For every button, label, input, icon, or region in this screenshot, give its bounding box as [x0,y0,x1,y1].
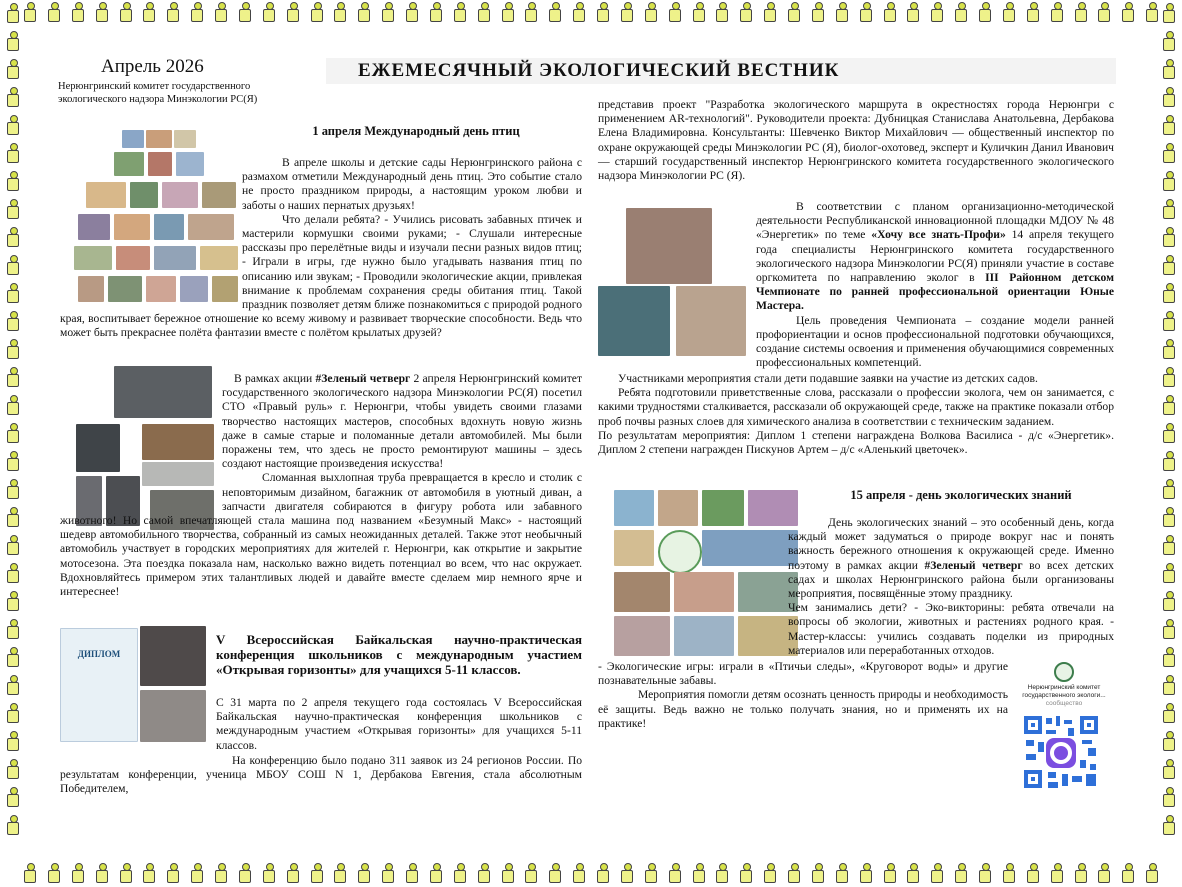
border-figure-icon [1119,863,1137,885]
border-figure-icon [809,863,827,885]
qr-code-icon[interactable] [1022,714,1100,790]
border-figure-icon [857,863,875,885]
border-figure-icon [1160,59,1178,81]
border-figure-icon [188,2,206,24]
border-figure-icon [690,2,708,24]
border-figure-icon [1160,255,1178,277]
border-figure-icon [1119,2,1137,24]
border-figure-icon [212,2,230,24]
border-figure-icon [928,2,946,24]
border-figure-icon [1000,2,1018,24]
conference-text-right: представив проект "Разработка экологического маршрута в окрестностях города Нерюнгри с применением AR-технологий". Руководители проекта: Дубницкая Станислава Анатольевна, Дербакова Елена Владимировна. Консультанты: Шевченко Виктор Михайлович — общественный инспектор по охране окружающей среды Минэкологии РС (Я), биолог-охотовед, эксперт и Куличкин Данил Иванович — старший государственный инспектор Нерюнгринского комитета государственного экологического надзора Минэкологии РС (Я). [598,98,1114,183]
border-figure-icon [4,703,22,725]
border-figure-icon [952,863,970,885]
border-figure-icon [499,2,517,24]
border-figure-icon [284,2,302,24]
green-thursday-text: В рамках акции #Зеленый четверг 2 апреля Нерюнгринский комитет государственного экологического надзора Минэкологии РС(Я) посетил СТО «Правый руль» г. Нерюнгри, чтобы увидеть своими глазами творчество настоящих мастеров, способных вдохнуть новую жизнь даже в самые старые и поломанные детали автомобилей. Мы были поражены тем, что здесь не просто ремонтируют машины – здесь создают настоящие произведения искусства! Сломанная выхлопная труба превращается в кресло и столик с неповторимым дизайном, багажник от автомобиля в уютный диван, а запчасти двигателя собираются в фигуру робота или забавного животного! Но самой впечатляющей стала машина под названием «Безумный Макс» - настоящий шедевр автомобильного творчества, собранный из самых неожиданных деталей. Также этот необычный автомобиль участвует в городских мероприятиях для жителей г. Нерюнгри, как открытие и закрытие мотосезона. Эта поездка показала нам, насколько важно видеть потенциал во всем, что нас окружает. Вдохновляйтесь примером этих талантливых людей и давайте вместе сделаем мир немного ярче и интереснее! [60,372,583,599]
border-figure-icon [212,863,230,885]
newsletter-title: ЕЖЕМЕСЯЧНЫЙ ЭКОЛОГИЧЕСКИЙ ВЕСТНИК [358,60,840,81]
border-figure-icon [93,863,111,885]
eco-day-logo [658,530,702,574]
birds-day-text: В апреле школы и детские сады Нерюнгринского района с размахом отметили Международный день птиц. Это событие стало не просто праздником природы, а настоящим уроком любви и заботы о наших пернатых друзьях! Что делали ребята? - Учились рисовать забавных птичек и мастерили кормушки своими руками; - Слушали интересные рассказы про перелётные виды и изучали песни разных видов птиц; - Играли в игры, где нужно было угадывать названия птиц по описанию или звукам; - Проводили экологические акции, привлекая внимание к проблемам сохранения среды обитания птиц. Такой праздник позволяет детям ближе познакомиться с природой родного края, воспитывает бережное отношение ко всему живому и развивает творческие способности. Ведь что может быть прекраснее полёта фантазии вместе с полётом крылатых друзей? [60,156,582,340]
border-figure-icon [1024,863,1042,885]
border-figure-icon [188,863,206,885]
border-figure-icon [4,759,22,781]
border-figure-icon [236,2,254,24]
border-figure-icon [833,2,851,24]
border-figure-icon [4,591,22,613]
border-figure-icon [976,863,994,885]
border-figure-icon [1024,2,1042,24]
border-figure-icon [1160,535,1178,557]
conference-text-cont: На конференцию было подано 311 заявок из 24 регионов России. По результатам конференции, ученица МБОУ СОШ N 1, Дербакова Евгения, стала абсолютным Победителем, [60,754,582,796]
border-figure-icon [4,647,22,669]
border-figure-icon [618,863,636,885]
border-figure-icon [4,507,22,529]
border-figure-icon [1160,283,1178,305]
border-figure-icon [4,451,22,473]
border-figure-icon [1160,143,1178,165]
border-figure-icon [594,2,612,24]
border-figure-icon [785,2,803,24]
border-figure-icon [451,2,469,24]
border-figure-icon [522,863,540,885]
border-figure-icon [4,619,22,641]
border-figure-icon [331,863,349,885]
border-figure-icon [403,2,421,24]
border-figure-icon [1160,87,1178,109]
border-figure-icon [928,863,946,885]
border-figure-icon [379,863,397,885]
border-figure-icon [4,143,22,165]
border-figure-icon [260,863,278,885]
border-figure-icon [4,3,22,25]
border-figure-icon [1160,3,1178,25]
border-figure-icon [308,863,326,885]
border-figure-icon [1160,423,1178,445]
border-figure-icon [4,59,22,81]
border-figure-icon [4,423,22,445]
border-figure-icon [809,2,827,24]
border-figure-icon [4,227,22,249]
community-qr-card[interactable] [1012,662,1116,792]
border-figure-icon [4,479,22,501]
border-figure-icon [737,2,755,24]
border-figure-icon [308,2,326,24]
border-figure-icon [1160,731,1178,753]
border-figure-icon [1072,2,1090,24]
border-figure-icon [904,2,922,24]
border-figure-icon [761,863,779,885]
border-figure-icon [140,2,158,24]
border-figure-icon [427,2,445,24]
border-figure-icon [475,2,493,24]
border-figure-icon [666,863,684,885]
border-figure-icon [1160,591,1178,613]
border-figure-icon [594,863,612,885]
border-figure-icon [284,863,302,885]
border-figure-icon [260,2,278,24]
border-figure-icon [1160,199,1178,221]
border-figure-icon [4,31,22,53]
border-figure-icon [4,367,22,389]
border-figure-icon [1048,863,1066,885]
border-figure-icon [1160,647,1178,669]
border-figure-icon [904,863,922,885]
border-figure-icon [1160,815,1178,837]
border-figure-icon [1160,759,1178,781]
border-figure-icon [546,863,564,885]
border-figure-icon [117,863,135,885]
border-figure-icon [355,863,373,885]
border-figure-icon [164,863,182,885]
conference-heading: V Всероссийская Байкальская научно-практическая конференция школьников с международным участием «Открывая горизонты» для учащихся 5-11 классов. [216,632,582,677]
border-figure-icon [857,2,875,24]
birds-day-heading: 1 апреля Международный день птиц [312,124,520,138]
border-figure-icon [69,863,87,885]
conference-diploma-photos [60,626,208,742]
border-figure-icon [164,2,182,24]
issue-month: Апрель 2026 [101,56,204,77]
border-figure-icon [4,255,22,277]
border-figure-icon [570,2,588,24]
border-figure-icon [499,863,517,885]
championship-text: В соответствии с планом организационно-методической деятельности Республиканской инновационной площадки МДОУ № 48 «Энергетик» по теме «Хочу все знать-Профи» 14 апреля текущего года специалисты Нерюнгринского комитета государственного экологического надзора Минэкологии РС(Я) приняли участие в составе оргкомитета по направлению эколог в III Районном детском Чемпионате по ранней профессиональной ориентации Юные Мастера. Цель проведения Чемпионата – создание модели ранней профориентации и основ профессиональной подготовки обучающихся, создание системы освоения и применения обучающимися современных профессиональных компетенций. [756,200,1115,370]
border-figure-icon [4,731,22,753]
border-figure-icon [1095,2,1113,24]
championship-text-cont: Участниками мероприятия стали дети подавшие заявки на участие из детских садов. Ребята подготовили приветственные слова, рассказали о профессии эколога, чем он занимается, с какими трудностями сталкивается, рассказали об окружающей среде, также на практике показали отбор проб почвы разных слоев для химического анализа в соответствии с техническим заданием. По результатам мероприятия: Диплом 1 степени награждена Волкова Василиса - д/с «Энергетик». Диплом 2 степени награжден Пискунов Артем – д/с «Аленький цветочек». [598,372,1114,457]
border-figure-icon [1160,451,1178,473]
border-figure-icon [451,863,469,885]
border-figure-icon [690,863,708,885]
border-figure-icon [1160,619,1178,641]
eco-day-heading: 15 апреля - день экологических знаний [850,488,1072,502]
border-figure-icon [1160,115,1178,137]
border-figure-icon [4,395,22,417]
border-figure-icon [546,2,564,24]
decorative-border-bottom [18,861,1164,887]
qr-caption: Нерюнгринский комитет государственного экологи... сообщество [1022,684,1106,707]
border-figure-icon [666,2,684,24]
border-figure-icon [475,863,493,885]
border-figure-icon [1160,563,1178,585]
border-figure-icon [1000,863,1018,885]
border-figure-icon [713,863,731,885]
border-figure-icon [952,2,970,24]
border-figure-icon [1048,2,1066,24]
border-figure-icon [833,863,851,885]
border-figure-icon [1160,703,1178,725]
decorative-border-left [0,0,26,887]
border-figure-icon [403,863,421,885]
border-figure-icon [427,863,445,885]
border-figure-icon [379,2,397,24]
newsletter-page [46,50,1136,836]
border-figure-icon [4,815,22,837]
decorative-border-right [1156,0,1182,887]
border-figure-icon [1160,227,1178,249]
border-figure-icon [785,863,803,885]
border-figure-icon [4,87,22,109]
border-figure-icon [93,2,111,24]
border-figure-icon [45,2,63,24]
border-figure-icon [1160,311,1178,333]
eco-day-text-cont: - Экологические игры: играли в «Птичьи следы», «Круговорот воды» и другие познавательные забавы. Мероприятия помогли детям осознать ценность природы и необходимость её защиты. Ведь важно не только получать знания, но и применять их на практике! [598,660,1008,730]
border-figure-icon [642,2,660,24]
border-figure-icon [117,2,135,24]
border-figure-icon [713,2,731,24]
border-figure-icon [1160,339,1178,361]
border-figure-icon [4,115,22,137]
border-figure-icon [4,787,22,809]
eco-day-photo-collage [614,490,800,656]
conference-text: С 31 марта по 2 апреля текущего года состоялась V Всероссийская Байкальская научно-практическая конференция школьников с международным участием «Открывая горизонты» для учащихся 5-11 классов. [216,696,582,752]
community-logo-icon [1054,662,1074,682]
border-figure-icon [4,563,22,585]
border-figure-icon [69,2,87,24]
border-figure-icon [881,863,899,885]
border-figure-icon [4,311,22,333]
border-figure-icon [1160,479,1178,501]
border-figure-icon [4,199,22,221]
border-figure-icon [976,2,994,24]
border-figure-icon [1072,863,1090,885]
border-figure-icon [881,2,899,24]
border-figure-icon [1160,395,1178,417]
border-figure-icon [355,2,373,24]
border-figure-icon [1160,31,1178,53]
border-figure-icon [4,339,22,361]
border-figure-icon [1160,367,1178,389]
border-figure-icon [761,2,779,24]
border-figure-icon [4,675,22,697]
diploma-image: ДИПЛОМ [60,628,138,742]
border-figure-icon [4,535,22,557]
border-figure-icon [522,2,540,24]
border-figure-icon [737,863,755,885]
border-figure-icon [1095,863,1113,885]
border-figure-icon [236,863,254,885]
border-figure-icon [4,283,22,305]
border-figure-icon [1160,675,1178,697]
border-figure-icon [45,863,63,885]
border-figure-icon [140,863,158,885]
decorative-border-top [18,0,1164,26]
border-figure-icon [618,2,636,24]
border-figure-icon [4,171,22,193]
border-figure-icon [570,863,588,885]
border-figure-icon [1160,171,1178,193]
border-figure-icon [331,2,349,24]
publisher-org: Нерюнгринский комитет государственного экологического надзора Минэкологии РС(Я) [58,81,258,105]
eco-day-text: День экологических знаний – это особенный день, когда каждый может задуматься о природе вокруг нас и понять важность бережного отношения к окружающей среде. Именно поэтому в рамках акции #Зеленый четверг во всех детских садах и школах Нерюнгринского района были организованы мероприятия, посвящённые этому празднику. Чем занимались дети? - Эко-викторины: ребята отвечали на вопросы об экологии, животных и растениях родного края. - Мастер-классы: учились создавать поделки из природных материалов или переработанных отходов. [788,516,1114,657]
border-figure-icon [642,863,660,885]
border-figure-icon [1160,787,1178,809]
championship-photo-collage [598,206,748,358]
border-figure-icon [1160,507,1178,529]
